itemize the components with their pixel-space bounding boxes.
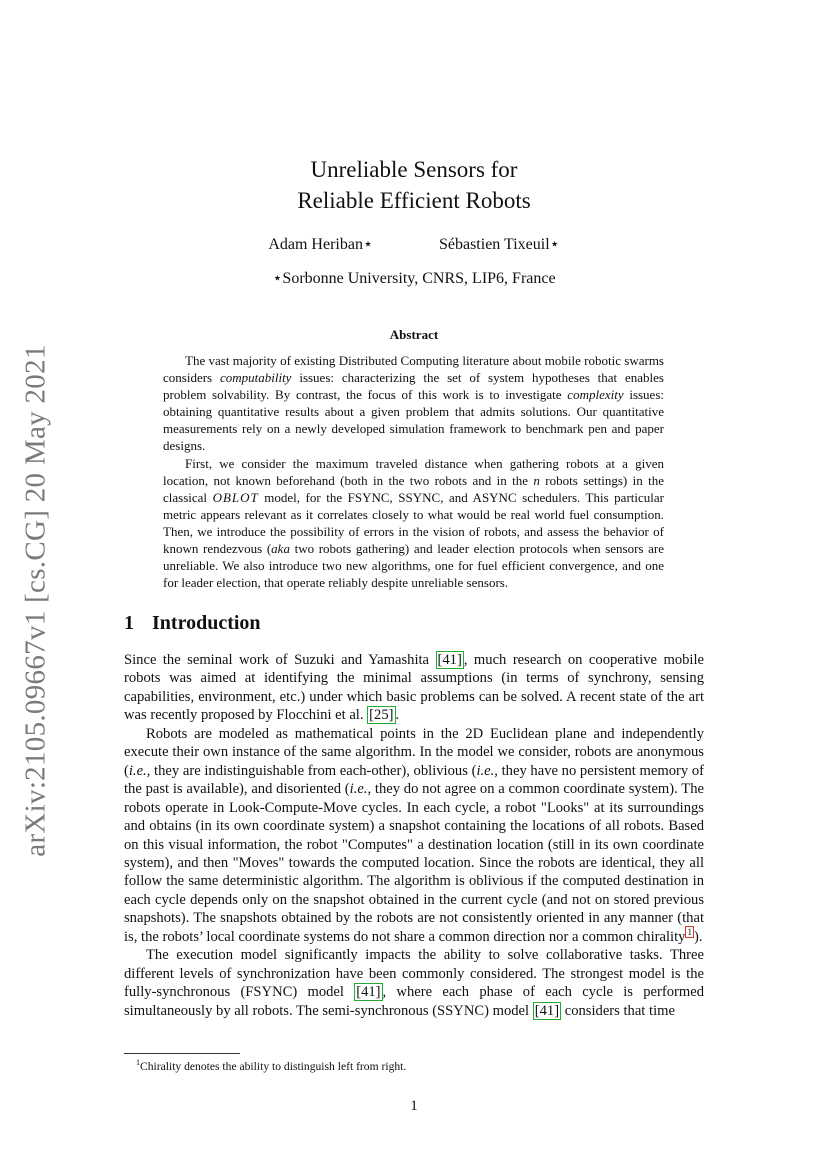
citation-link[interactable]: [41] [534, 1002, 560, 1019]
page-number: 1 [410, 1098, 418, 1114]
footnote-mark: 1 [136, 1058, 140, 1067]
abstract-emphasis: computability [219, 370, 292, 386]
introduction-body [124, 651, 704, 1020]
abstract-text: model, for the FSYNC, SSYNC, and ASYNC schedulers. This particular metric appears relevant as it correlates closely to what would be real world fuel consumption. Then, we introduce the possibility of errors in the vision of robots, and assess the behavior of known rendezvous ( [163, 489, 664, 557]
body-text: . [395, 707, 400, 724]
abstract-paragraph [163, 455, 664, 592]
abstract-heading: Abstract [389, 327, 439, 342]
citation-link[interactable]: [41] [437, 652, 462, 668]
footnote-divider [124, 1053, 240, 1054]
author-name: Sébastien Tixeuil⋆ [438, 236, 560, 253]
arxiv-side-stamp: arXiv:2105.09667v1 [cs.CG] 20 May 2021 [19, 343, 52, 857]
paper-title [124, 154, 704, 216]
paper-title-line-1: Unreliable Sensors for [310, 157, 518, 182]
footnote-link[interactable]: 1 [687, 926, 692, 937]
body-paragraph [124, 651, 704, 725]
body-text: considers that time [561, 1002, 675, 1019]
body-text: , they have no persistent memory of the past is available), and disoriented ( [124, 762, 704, 798]
body-paragraph [124, 946, 704, 1020]
body-text: , they do not agree on a common coordinate system). The robots operate in Look-Compute-Move cycles. In each cycle, a robot "Looks" at its surroundings and obtains (in its own coordinate system) a snapshot containing the locations of all robots. Based on this visual information, the robot "Computes" a destination location (still in its own coordinate system), and then "Moves" towards the computed location. Since the robots are identical, they all follow the same deterministic algorithm. The algorithm is oblivious if the computed destination in each cycle depends only on the snapshot obtained in the current cycle (and not on stored previous snapshots). The snapshots obtained by the robots are not consistently oriented in any manner (that is, the robots’ local coordinate systems do not share a common direction nor a common chirality [124, 781, 704, 945]
citation-link[interactable]: [25] [369, 707, 394, 724]
body-text: ). [693, 928, 703, 945]
arxiv-side-stamp-container [16, 343, 56, 857]
abstract-paragraph [163, 352, 664, 455]
abstract-emphasis: aka [271, 541, 290, 557]
body-text: , much research on cooperative mobile robots was aimed at identifying the minimal assumptions (in terms of synchrony, sensing capabilities, environment, etc.) under which basic problems can be solved. A recent state of the art was recently proposed by Flocchini et al. [124, 652, 704, 724]
abstract-text: two robots gathering) and leader election protocols when sensors are unreliable. We also introduce two new algorithms, one for fuel efficient convergence, and one for leader election, that operate reliably despite unreliable sensors. [163, 541, 664, 591]
footnote [136, 1058, 406, 1073]
paper-title-line-2: Reliable Efficient Robots [297, 188, 531, 213]
body-text: , where each phase of each cycle is performed simultaneously by all robots. The semi-synchronous (SSYNC) model [124, 984, 704, 1019]
body-emphasis: i.e. [128, 762, 147, 779]
body-text: Since the seminal work of Suzuki and Yamashita [124, 652, 436, 668]
author-name: Adam Heriban⋆ [268, 236, 373, 253]
abstract-text: robots settings) in the classical [163, 472, 665, 505]
footnote-text: Chirality denotes the ability to distinguish left from right. [140, 1059, 407, 1073]
abstract-emphasis: complexity [567, 387, 624, 403]
citation-link[interactable]: [41] [356, 984, 381, 1001]
body-text: , they are indistinguishable from each-other), oblivious ( [146, 762, 477, 779]
abstract-text: The vast majority of existing Distributed Computing literature about mobile robotic swarms considers [163, 353, 664, 386]
section-number: 1 [124, 612, 134, 634]
body-emphasis: i.e. [476, 762, 495, 779]
body-text: Robots are modeled as mathematical points in the 2D Euclidean plane and independently execute their own instance of the same algorithm. In the model we consider, robots are anonymous ( [124, 725, 704, 779]
abstract-emphasis: n [533, 472, 540, 488]
section-heading [124, 612, 261, 635]
abstract-body [163, 352, 664, 591]
body-text: The execution model significantly impacts the ability to solve collaborative tasks. Three different levels of synchronization have been commonly considered. The strongest model is the fully-synchronous (FSYNC) model [124, 947, 704, 1001]
body-paragraph [124, 725, 704, 946]
affiliation: ⋆Sorbonne University, CNRS, LIP6, France [272, 270, 556, 287]
author-list [124, 234, 704, 254]
abstract-text: issues: obtaining quantitative results about a given problem that admits solutions. Our quantitative measurements rely on a newly developed simulation framework to benchmark pen and paper designs. [163, 387, 664, 454]
abstract-text: First, we consider the maximum traveled distance when gathering robots at a given location, not known beforehand (both in the two robots and in the [163, 455, 664, 488]
oblot-model-name: OBLOT [212, 489, 259, 505]
section-title: Introduction [152, 612, 261, 634]
abstract-text: issues: characterizing the set of system hypotheses that enables problem solvability. By contrast, the focus of this work is to investigate [163, 370, 664, 403]
body-emphasis: i.e. [349, 781, 368, 798]
